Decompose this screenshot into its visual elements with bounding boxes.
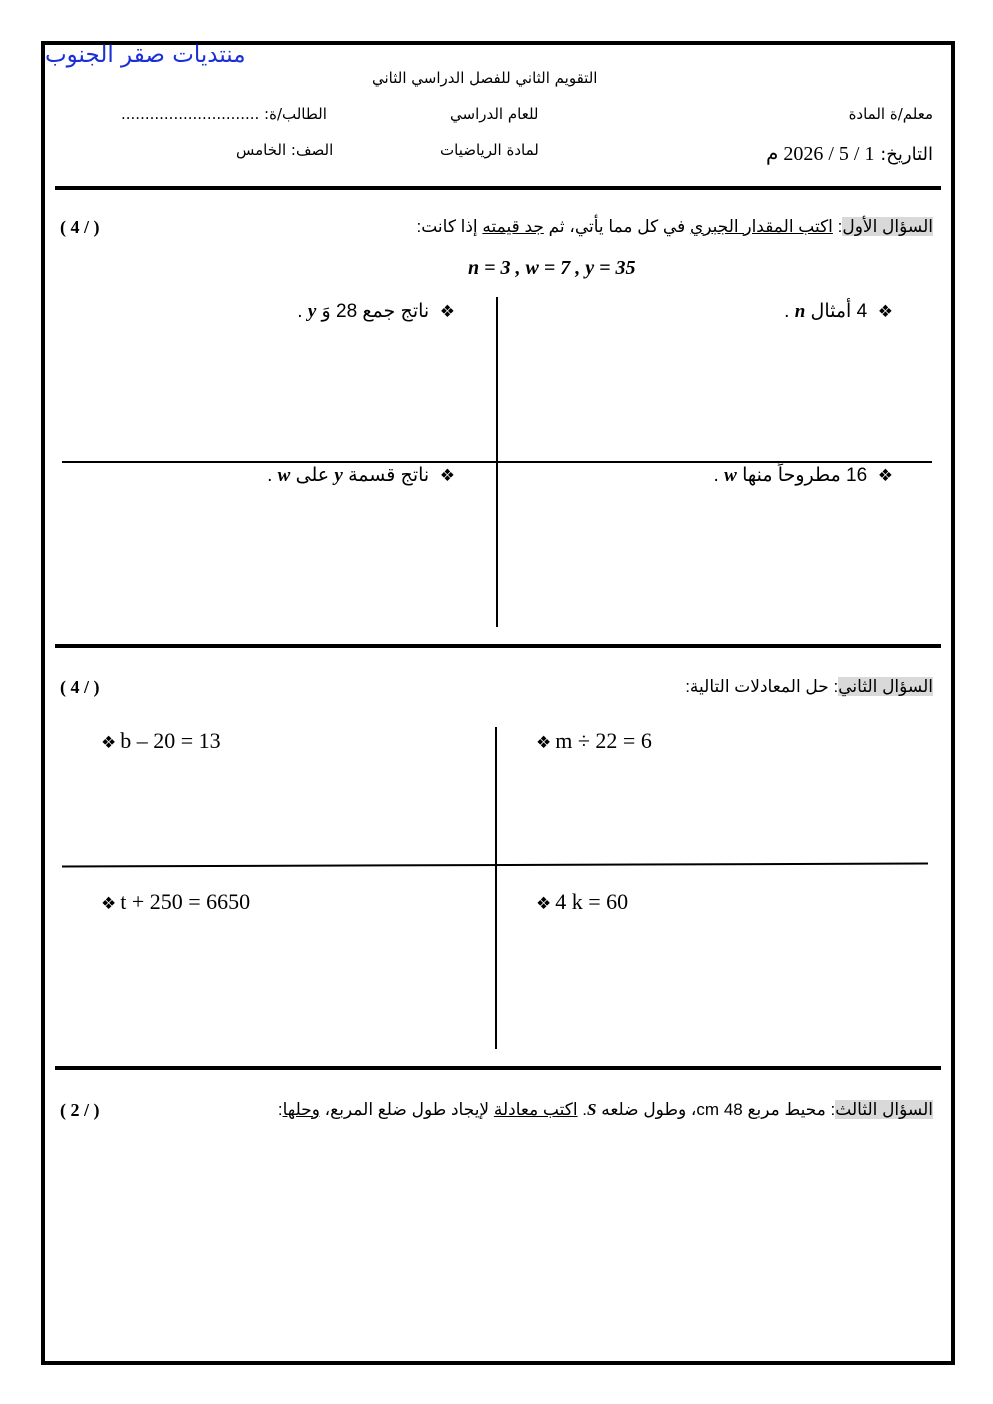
q3-text-post: لإيجاد طول ضلع المربع،: [319, 1100, 494, 1119]
q3-underlined-1: اكتب معادلة: [493, 1100, 578, 1119]
q3-label: السؤال الثالث: [835, 1100, 933, 1119]
q1-item-2-var: y: [307, 301, 317, 322]
q1-item-4-var2: w: [277, 465, 291, 486]
q1-item-2: [297, 300, 455, 323]
q1-item-3: [714, 464, 893, 487]
q2-equation-3-text: 4 k = 60: [555, 889, 629, 914]
q1-item-4: [267, 464, 455, 487]
q1-item-3-end: .: [713, 465, 725, 486]
q2-equation-4: [101, 889, 250, 915]
year-label: للعام الدراسي: [450, 105, 539, 123]
date-value: 1 / 5 / 2026 م: [765, 143, 875, 165]
q1-item-1: [784, 300, 893, 323]
q1-text-0: :: [832, 217, 843, 236]
bullet-icon: ❖: [101, 733, 117, 753]
watermark: منتديات صقر الجنوب: [45, 42, 246, 68]
q1-item-4-text: ناتج قسمة: [342, 465, 430, 486]
subject-label: لمادة الرياضيات: [440, 141, 539, 159]
teacher-label: معلم/ة المادة: [848, 105, 933, 123]
q3-score: ( 2 / ): [60, 1100, 100, 1120]
q1-score: ( 4 / ): [60, 217, 100, 237]
q2-score: ( 4 / ): [60, 677, 100, 697]
q2-instruction: [685, 677, 933, 697]
q2-equation-2-text: b – 20 = 13: [120, 728, 221, 753]
date-line: [766, 141, 933, 166]
student-name-field: الطالب/ة: .............................: [121, 105, 327, 123]
q2-equation-1: [536, 728, 652, 754]
q1-item-2-end: .: [297, 301, 308, 322]
q2-vertical-divider: [495, 727, 497, 1049]
date-label: التاريخ:: [880, 144, 933, 165]
q1-divider: [55, 644, 941, 648]
q2-label: السؤال الثاني: [838, 677, 933, 696]
page-frame: [41, 41, 955, 1365]
q3-instruction: [278, 1100, 933, 1120]
q3-text-end: :: [277, 1100, 283, 1119]
bullet-icon: ❖: [439, 466, 455, 486]
q2-divider: [55, 1066, 941, 1070]
q1-item-1-var: n: [794, 301, 806, 322]
q3-var: S: [587, 1100, 597, 1119]
q1-item-1-text: 4 أمثال: [805, 301, 868, 322]
q2-equation-3: [536, 889, 628, 915]
q3-text-pre: : محيط مربع 48 cm، وطول ضلعه: [596, 1100, 836, 1119]
bullet-icon: ❖: [101, 894, 117, 914]
q2-equation-1-text: m ÷ 22 = 6: [555, 728, 652, 753]
header-divider: [55, 186, 941, 190]
q1-text-3: جد قيمته: [482, 217, 544, 236]
bullet-icon: ❖: [877, 302, 893, 322]
q2-text: : حل المعادلات التالية:: [685, 677, 839, 696]
q1-label: السؤال الأول: [842, 217, 933, 236]
exam-title: التقويم الثاني للفصل الدراسي الثاني: [372, 69, 598, 87]
bullet-icon: ❖: [536, 733, 552, 753]
q1-values: n = 3 , w = 7 , y = 35: [468, 257, 636, 279]
q2-equation-2: [101, 728, 221, 754]
q1-item-2-text: ناتج جمع 28 وَ: [316, 301, 430, 322]
q3-text-mid: .: [577, 1100, 588, 1119]
q1-item-1-end: .: [784, 301, 795, 322]
q3-underlined-2: وحلها: [282, 1100, 320, 1119]
grade-label: الصف: الخامس: [236, 141, 334, 159]
q2-equation-4-text: t + 250 = 6650: [120, 889, 251, 914]
bullet-icon: ❖: [439, 302, 455, 322]
q1-text-4: إذا كانت:: [416, 217, 483, 236]
q1-item-3-text: 16 مطروحاً منها: [736, 465, 868, 486]
q1-item-4-mid: على: [290, 465, 335, 486]
q1-item-4-end: .: [267, 465, 278, 486]
bullet-icon: ❖: [536, 894, 552, 914]
q1-instruction: [417, 217, 934, 237]
q1-text-1: اكتب المقدار الجبري: [689, 217, 833, 236]
q1-text-2: في كل مما يأتي، ثم: [543, 217, 690, 236]
q1-horizontal-divider: [62, 461, 932, 463]
q1-item-3-var: w: [724, 465, 737, 486]
q1-item-4-var: y: [334, 465, 343, 486]
bullet-icon: ❖: [877, 466, 893, 486]
